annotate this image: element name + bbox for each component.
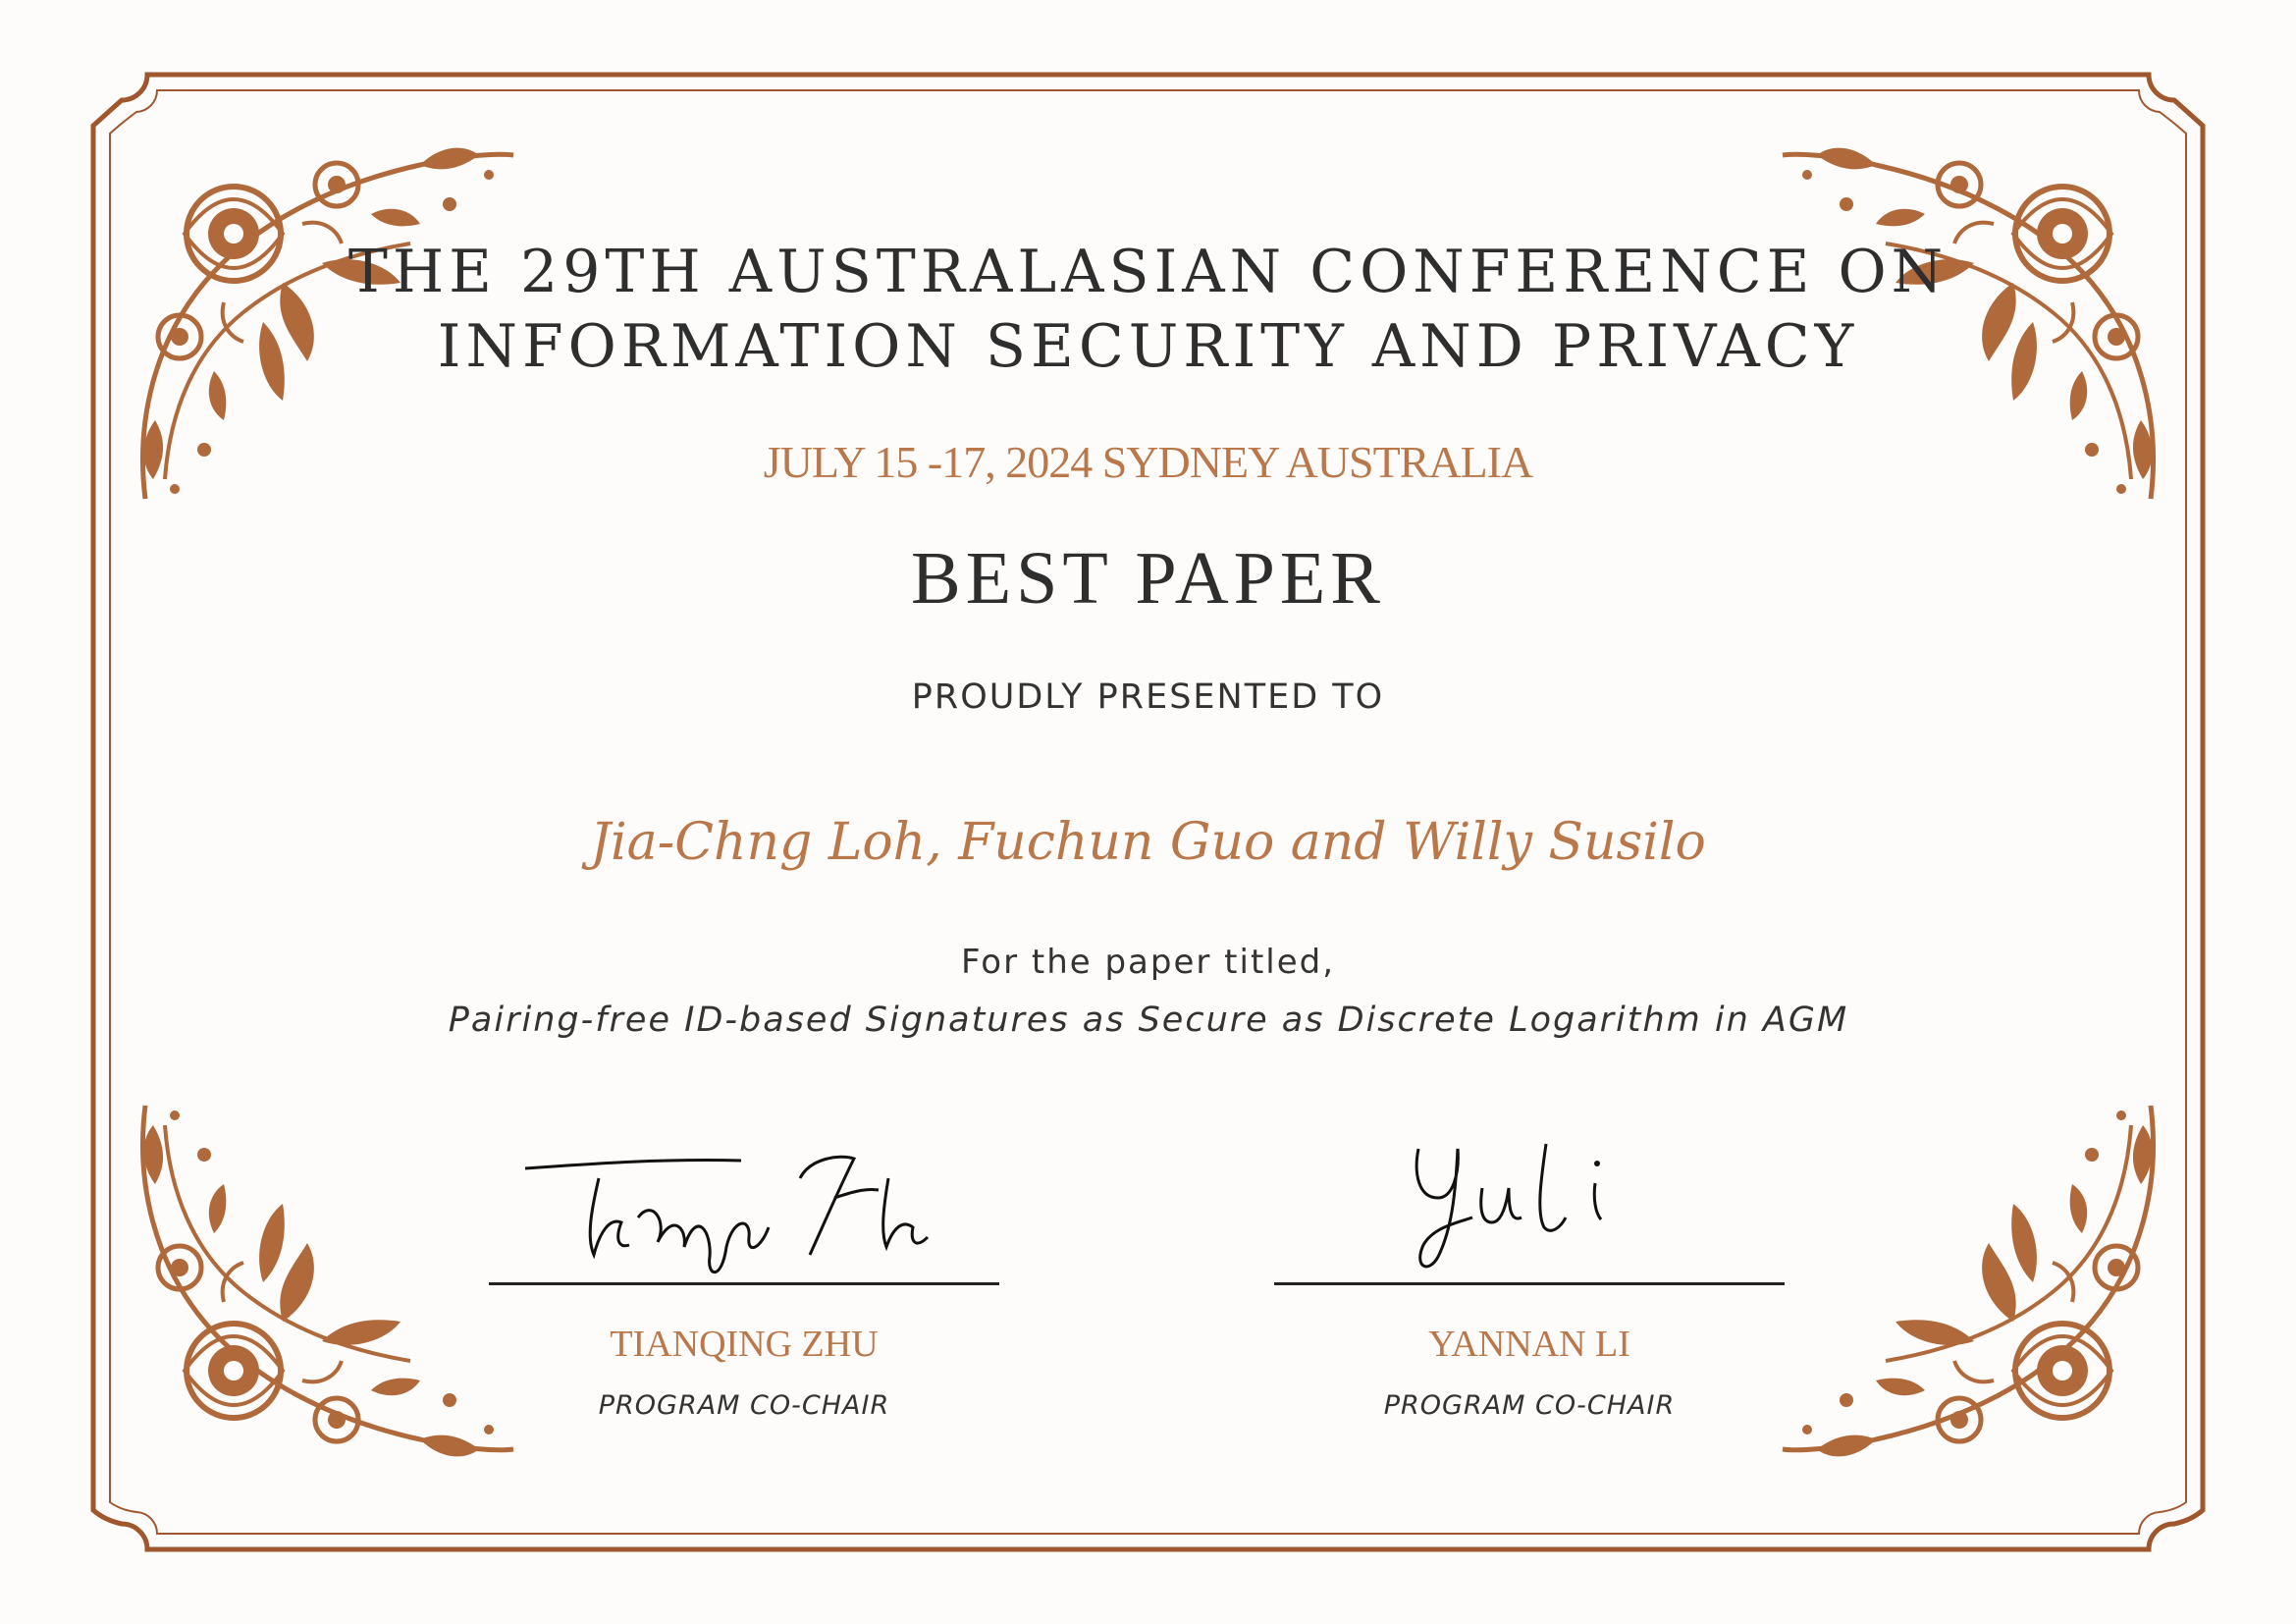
award-name: BEST PAPER	[911, 537, 1385, 620]
signer-name-right: YANNAN LI	[1428, 1324, 1630, 1365]
signature-yannan-li	[1399, 1129, 1634, 1276]
date-location: JULY 15 -17, 2024 SYDNEY AUSTRALIA	[763, 437, 1533, 487]
signer-role-left: PROGRAM CO-CHAIR	[598, 1390, 890, 1421]
signer-role-right: PROGRAM CO-CHAIR	[1383, 1390, 1676, 1421]
conference-title-line2: INFORMATION SECURITY AND PRIVACY	[437, 312, 1859, 381]
conference-title-line1: THE 29TH AUSTRALASIAN CONFERENCE ON	[347, 238, 1949, 306]
corner-ornament-bottom-right	[1778, 1086, 2170, 1479]
signature-line-left	[489, 1282, 999, 1285]
signature-line-right	[1274, 1282, 1785, 1285]
paper-title: Pairing-free ID-based Signatures as Secure as Discrete Logarithm in AGM	[448, 1001, 1849, 1040]
corner-ornament-bottom-left	[126, 1086, 518, 1479]
signer-name-left: TIANQING ZHU	[610, 1324, 879, 1365]
signature-tianqing-zhu	[515, 1139, 977, 1286]
recipients-names: Jia-Chng Loh, Fuchun Guo and Willy Susilo	[590, 813, 1706, 872]
paper-intro: For the paper titled,	[960, 943, 1336, 982]
presented-label: PROUDLY PRESENTED TO	[911, 677, 1385, 717]
